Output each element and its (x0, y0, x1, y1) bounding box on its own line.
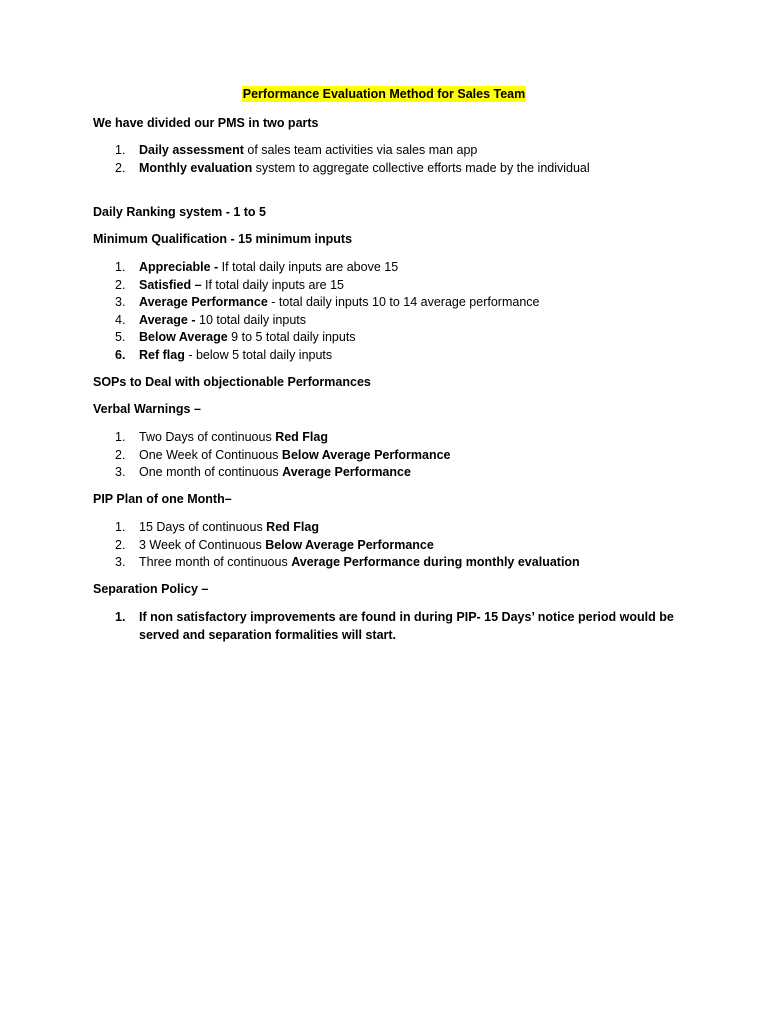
item-bold-label: Below Average Performance (281, 447, 451, 462)
list-number: 1. (115, 610, 126, 624)
list-number: 4. (115, 312, 126, 327)
list-number: 2. (115, 160, 126, 175)
item-text: 3 Week of Continuous (139, 537, 266, 552)
list-item (93, 554, 580, 572)
pip-heading: PIP Plan of one Month– (93, 492, 232, 506)
item-bold-label: Red Flag (266, 520, 319, 534)
item-bold-label: Satisfied – (139, 277, 202, 292)
verbal-warnings-heading: Verbal Warnings – (93, 402, 201, 416)
separation-list (93, 609, 679, 644)
verbal-warnings-list (93, 429, 451, 482)
list-item (93, 537, 580, 555)
ranking-heading: Daily Ranking system - 1 to 5 (93, 205, 266, 219)
pms-parts-list (93, 142, 590, 177)
list-number: 2. (115, 447, 126, 462)
item-text: 15 Days of continuous (139, 520, 267, 534)
intro-heading: We have divided our PMS in two parts (93, 116, 319, 130)
item-bold-label: Average Performance (282, 465, 411, 479)
item-bold-label: Appreciable - (139, 260, 219, 274)
list-item (93, 464, 451, 482)
title-line (0, 87, 768, 101)
list-number: 1. (115, 430, 126, 444)
list-item (93, 160, 590, 178)
item-bold-label: Red Flag (275, 430, 328, 444)
item-text: If non satisfactory improvements are found in during PIP- 15 Days’ notice period would be served and separation formalities will start. (139, 610, 674, 642)
item-text: Two Days of continuous (139, 430, 276, 444)
list-item (93, 609, 679, 644)
item-bold-label: Below Average Performance (265, 537, 434, 552)
list-item (93, 519, 580, 537)
list-number: 1. (115, 260, 126, 274)
list-item (93, 312, 539, 330)
list-item (93, 329, 539, 347)
item-bold-label: Ref flag (139, 347, 185, 362)
item-bold-label: Average Performance during monthly evaluation (291, 555, 580, 569)
list-item (93, 259, 539, 277)
item-text: of sales team activities via sales man app (243, 143, 478, 157)
list-number: 1. (115, 143, 126, 157)
list-number: 2. (115, 537, 126, 552)
list-number: 5. (115, 330, 126, 344)
item-text: system to aggregate collective efforts made by the individual (252, 160, 590, 175)
list-item (93, 447, 451, 465)
item-text: Three month of continuous (139, 555, 292, 569)
list-number: 3. (115, 555, 126, 569)
item-text: 10 total daily inputs (195, 312, 307, 327)
list-number: 1. (115, 520, 126, 534)
list-item (93, 277, 539, 295)
item-text: 9 to 5 total daily inputs (227, 330, 356, 344)
list-item (93, 347, 539, 365)
item-bold-label: Average - (139, 312, 196, 327)
item-text: If total daily inputs are 15 (201, 277, 344, 292)
list-number: 3. (115, 465, 126, 479)
list-number: 6. (115, 347, 126, 362)
qualification-heading: Minimum Qualification - 15 minimum inputs (93, 232, 353, 246)
pip-list (93, 519, 580, 572)
item-text: - total daily inputs 10 to 14 average performance (267, 295, 540, 309)
item-bold-label: Monthly evaluation (139, 160, 253, 175)
document-title: Performance Evaluation Method for Sales Team (242, 87, 526, 101)
item-text: If total daily inputs are above 15 (218, 260, 399, 274)
list-item (93, 429, 451, 447)
list-number: 3. (115, 295, 126, 309)
item-text: One Week of Continuous (139, 447, 282, 462)
sops-heading: SOPs to Deal with objectionable Performances (93, 375, 371, 389)
ranking-list (93, 259, 539, 364)
list-item (93, 142, 590, 160)
list-item (93, 294, 539, 312)
item-text: One month of continuous (139, 465, 283, 479)
item-bold-label: Average Performance (139, 295, 268, 309)
item-text: - below 5 total daily inputs (184, 347, 333, 362)
list-number: 2. (115, 277, 126, 292)
item-bold-label: Daily assessment (139, 143, 244, 157)
item-bold-label: Below Average (139, 330, 228, 344)
separation-heading: Separation Policy – (93, 582, 209, 596)
